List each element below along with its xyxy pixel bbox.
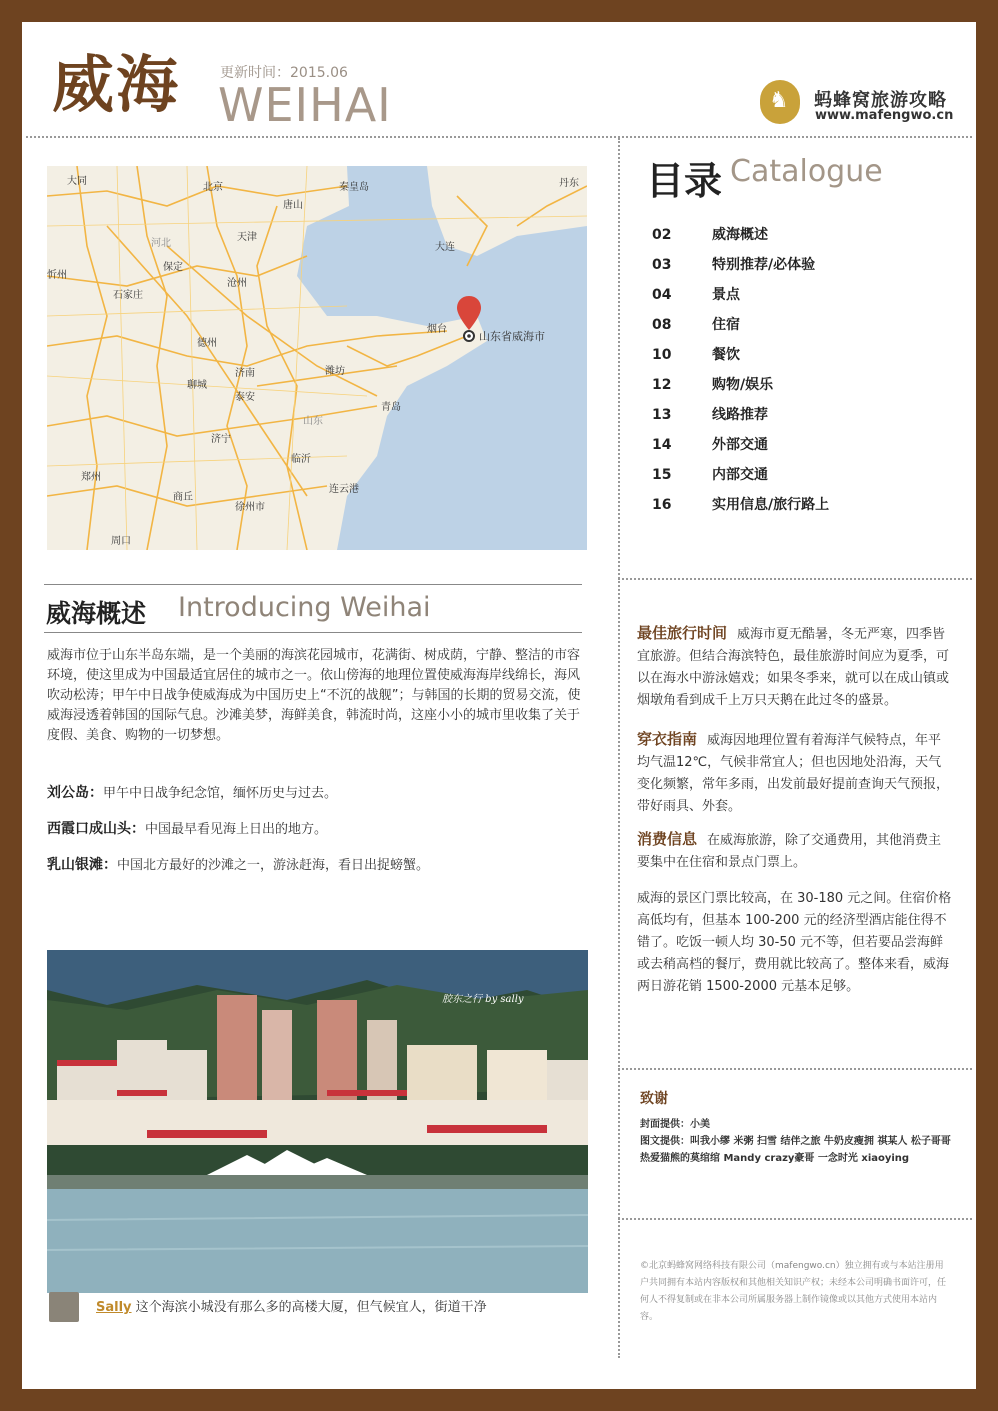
catalogue-label: 威海概述 (712, 227, 768, 243)
catalogue-page-num: 03 (652, 257, 672, 273)
poi-desc: 中国最早看见海上日出的地方。 (145, 822, 328, 837)
best-time-title: 最佳旅行时间 (637, 624, 728, 642)
cost-section (637, 828, 952, 874)
map-label-tangshan: 唐山 (283, 200, 303, 211)
brand-name: 蚂蜂窝旅游攻略 (814, 90, 947, 111)
mafengwo-logo-icon: ♞ (760, 80, 800, 124)
map-label-datong: 大同 (67, 176, 87, 187)
city-photo (47, 950, 588, 1293)
intro-bottom-rule (44, 632, 582, 633)
author-link[interactable]: Sally (96, 1300, 132, 1315)
cost-title: 消费信息 (637, 830, 698, 848)
catalogue-label: 住宿 (712, 317, 740, 333)
catalogue-item[interactable] (652, 404, 768, 424)
map-label-dalian: 大连 (435, 242, 455, 253)
catalogue-page-num: 10 (652, 347, 672, 363)
map-label-shijiazhuang: 石家庄 (113, 290, 143, 301)
poi-item (47, 782, 337, 802)
catalogue-item[interactable] (652, 224, 768, 244)
cost-text: 在威海旅游，除了交通费用，其他消费主要集中在住宿和景点门票上。 (637, 833, 942, 870)
city-photo-graphic (47, 950, 588, 1293)
map-label-shangqiu: 商丘 (173, 492, 193, 503)
catalogue-page-num: 13 (652, 407, 672, 423)
intro-paragraph: 威海市位于山东半岛东端，是一个美丽的海滨花园城市，花满街、树成荫，宁静、整洁的市容环境，使这里成为中国最适宜居住的城市之一。依山傍海的地理位置使威海海岸线绵长，海风吹动松涛；甲午中日战争使威海成为中国历史上“不沉的战舰”；与韩国的长期的贸易交流，使威海浸透着韩国的国际气息。沙滩美梦，海鲜美食，韩流时尚，这座小小的城市里收集了关于度假、美食、购物的一切梦想。 (47, 648, 581, 743)
copyright-text: ©北京蚂蜂窝网络科技有限公司（mafengwo.cn）独立拥有或与本站注册用户共同拥有本站内容版权和其他相关知识产权；未经本公司明确书面许可，任何人不得复制或在非本公司所属服务器上制作镜像或以其他方式使用本站内容。 (640, 1261, 947, 1322)
map-label-baoding: 保定 (163, 262, 183, 273)
catalogue-label: 实用信息/旅行路上 (712, 497, 830, 513)
map-label-jining: 济宁 (211, 434, 231, 445)
catalogue-item[interactable] (652, 284, 740, 304)
catalogue-item[interactable] (652, 434, 768, 454)
map-label-dezhou: 德州 (197, 338, 217, 349)
map-label-zhoukou: 周口 (111, 536, 131, 547)
copyright-divider (618, 1218, 972, 1220)
catalogue-label: 餐饮 (712, 347, 740, 363)
best-time-text: 威海市夏无酷暑，冬无严寒，四季皆宜旅游。但结合海滨特色，最佳旅游时间应为夏季，可以在海水中游泳嬉戏；如果冬季来，就可以在成山镇或烟墩角看到成千上万只天鹅在此过冬的盛景。 (637, 627, 950, 708)
catalogue-label: 景点 (712, 287, 740, 303)
author-avatar[interactable] (49, 1292, 79, 1322)
brand-url[interactable]: www.mafengwo.cn (815, 108, 954, 123)
page (22, 22, 976, 1389)
map-label-zhengzhou: 郑州 (81, 472, 101, 483)
map-label-yantai: 烟台 (427, 324, 447, 335)
map-label-liaocheng: 聊城 (187, 380, 207, 391)
map-label-beijing: 北京 (203, 182, 223, 193)
catalogue-page-num: 08 (652, 317, 672, 333)
catalogue-item[interactable] (652, 344, 740, 364)
page-title-en: WEIHAI (218, 78, 392, 132)
catalogue-item[interactable] (652, 494, 829, 514)
thanks-images: 图文提供：叫我小缪 米粥 扫雪 结伴之旅 牛奶皮瘦拥 祺某人 松子哥哥 热爱猫熊的莫绾绾 Mandy crazy豪哥 一念时光 xiaoying (640, 1136, 951, 1164)
catalogue-title-en: Catalogue (730, 154, 883, 189)
cost-detail: 威海的景区门票比较高，在 30-180 元之间。住宿价格高低均有，但基本 100-200 元的经济型酒店能住得不错了。吃饭一顿人均 30-50 元不等，但若要品尝海鲜或去稍高档的餐厅，费用就比较高了。整体来看，威海两日游花销 1500-2000 元基本足够。 (637, 891, 952, 994)
catalogue-divider (618, 578, 972, 580)
photo-caption (96, 1296, 487, 1315)
catalogue-title-cn: 目录 (646, 159, 723, 203)
map-label-cangzhou: 沧州 (227, 278, 247, 289)
map-label-taian: 泰安 (235, 392, 255, 403)
thanks-cover: 封面提供：小美 (640, 1119, 710, 1130)
dress-title: 穿衣指南 (637, 730, 698, 748)
map-label-dandong: 丹东 (559, 178, 579, 189)
catalogue-page-num: 02 (652, 227, 672, 243)
map-label-shandong: 山东 (303, 416, 323, 427)
catalogue-item[interactable] (652, 464, 768, 484)
poi-name: 西霞口成山头： (47, 821, 145, 837)
map-label-hebei: 河北 (151, 238, 171, 249)
dress-text: 威海因地理位置有着海洋气候特点，年平均气温12℃，气候非常宜人；但也因地处沿海，天气变化频繁，常年多雨，出发前最好提前查询天气预报，带好雨具、外套。 (637, 733, 950, 814)
catalogue-item[interactable] (652, 314, 740, 334)
poi-name: 刘公岛： (47, 785, 103, 801)
catalogue-label: 内部交通 (712, 467, 768, 483)
thanks-divider (618, 1068, 972, 1070)
dress-section (637, 728, 952, 818)
catalogue-label: 外部交通 (712, 437, 768, 453)
poi-name: 乳山银滩： (47, 857, 117, 873)
catalogue-page-num: 04 (652, 287, 672, 303)
thanks-title: 致谢 (640, 1091, 668, 1107)
map[interactable] (47, 166, 587, 550)
map-label-lianyungang: 连云港 (329, 484, 359, 495)
catalogue-page-num: 15 (652, 467, 672, 483)
poi-item (47, 818, 327, 838)
map-marker-label: 山东省威海市 (479, 330, 545, 343)
catalogue-label: 线路推荐 (712, 407, 768, 423)
poi-desc: 甲午中日战争纪念馆，缅怀历史与过去。 (103, 786, 338, 801)
intro-title-cn: 威海概述 (46, 599, 147, 628)
map-label-jinan: 济南 (235, 368, 255, 379)
poi-desc: 中国北方最好的沙滩之一，游泳赶海，看日出捉螃蟹。 (117, 858, 430, 873)
photo-watermark: 胶东之行 by sally (442, 994, 524, 1005)
catalogue-label: 购物/娱乐 (712, 377, 774, 393)
caption-text: 这个海滨小城没有那么多的高楼大厦，但气候宜人，街道干净 (135, 1300, 487, 1315)
map-label-xuzhou: 徐州市 (235, 502, 265, 513)
map-label-linyi: 临沂 (291, 454, 311, 465)
map-label-qinhuangdao: 秦皇岛 (339, 182, 369, 193)
map-label-weifang: 潍坊 (325, 366, 345, 377)
poi-item (47, 854, 429, 874)
intro-top-rule (44, 584, 582, 585)
best-time-section (637, 622, 952, 712)
column-divider (618, 138, 620, 1358)
map-label-tianjin: 天津 (237, 232, 257, 243)
map-graphic (47, 166, 587, 550)
catalogue-page-num: 16 (652, 497, 672, 513)
catalogue-page-num: 12 (652, 377, 672, 393)
catalogue-item[interactable] (652, 374, 773, 394)
map-label-xinzhou: 忻州 (47, 270, 67, 281)
catalogue-item[interactable] (652, 254, 815, 274)
intro-title-en: Introducing Weihai (178, 592, 431, 623)
update-time: 更新时间：2015.06 (220, 65, 348, 81)
header-divider (26, 136, 972, 138)
map-label-qingdao: 青岛 (381, 402, 401, 413)
catalogue-page-num: 14 (652, 437, 672, 453)
catalogue-label: 特别推荐/必体验 (712, 257, 816, 273)
page-title-cn: 威海 (52, 48, 181, 121)
